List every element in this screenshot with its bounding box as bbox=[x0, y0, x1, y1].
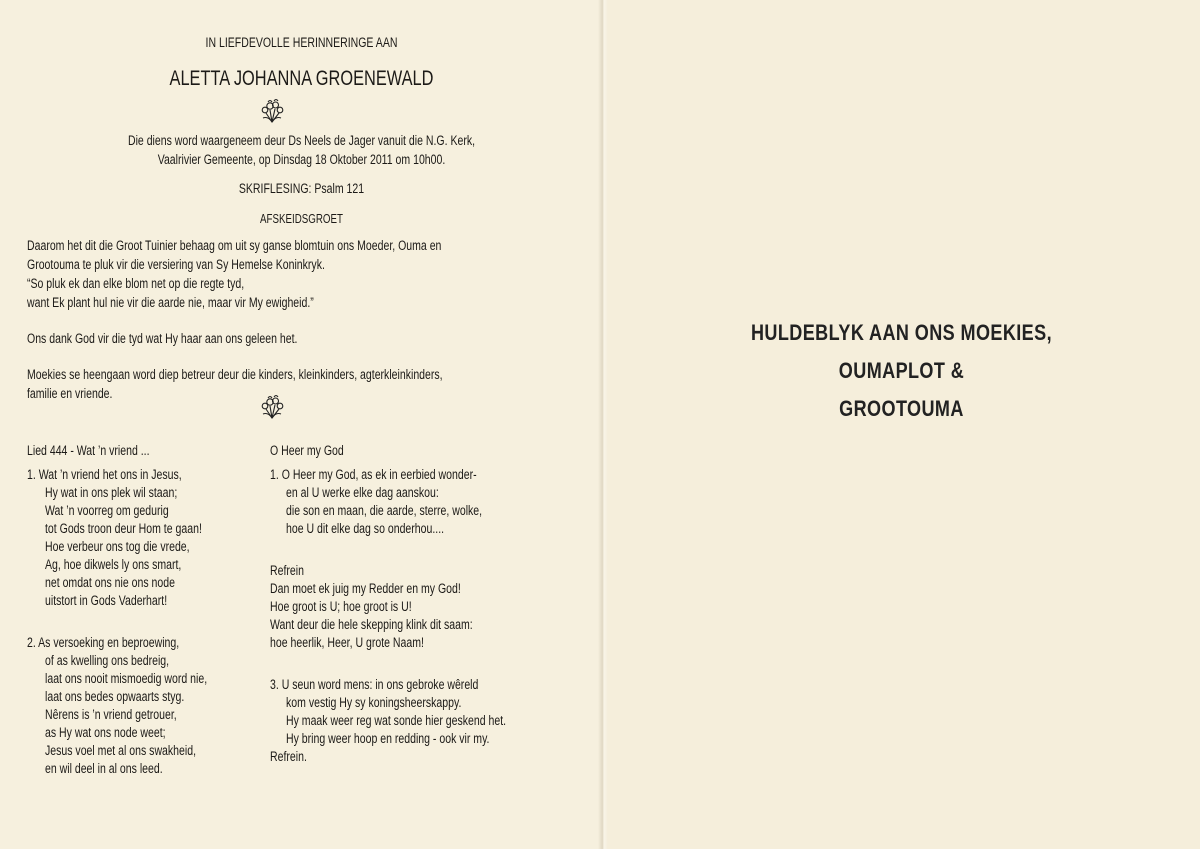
hymn2-verse3-line: kom vestig Hy sy koningsheerskappy. bbox=[286, 695, 462, 710]
refrain-line: Dan moet ek juig my Redder en my God! bbox=[270, 581, 461, 596]
flower-bouquet-icon bbox=[259, 94, 285, 124]
tribute-title bbox=[603, 314, 1200, 428]
hymn2-verse1-line: en al U werke elke dag aanskou: bbox=[286, 485, 439, 500]
hymn1-verse1-line: Hy wat in ons plek wil staan; bbox=[45, 485, 178, 500]
hymn1-verse1-line: uitstort in Gods Vaderhart! bbox=[45, 593, 168, 608]
farewell-line: want Ek plant hul nie vir die aarde nie, maar vir My ewigheid.” bbox=[27, 295, 314, 310]
hymn2-verse1-line: 1. O Heer my God, as ek in eerbied wonder- bbox=[270, 467, 477, 482]
hymn2-verse1-line: hoe U dit elke dag so onderhou.... bbox=[286, 521, 445, 536]
hymn1-verse1-line: net omdat ons nie ons node bbox=[45, 575, 175, 590]
flower-bouquet-icon bbox=[259, 390, 285, 420]
farewell-line: Grootouma te pluk vir die versiering van Sy Hemelse Koninkryk. bbox=[27, 257, 325, 272]
tribute-title-line: HULDEBLYK AAN ONS MOEKIES, bbox=[750, 320, 1052, 345]
hymn1-title: Lied 444 - Wat ’n vriend ... bbox=[27, 443, 150, 458]
right-page bbox=[603, 0, 1200, 849]
refrain-line: Hoe groot is U; hoe groot is U! bbox=[270, 599, 412, 614]
thanks-text: Ons dank God vir die tyd wat Hy haar aan ons geleen het. bbox=[27, 331, 298, 346]
refrain-line: hoe heerlik, Heer, U grote Naam! bbox=[270, 635, 424, 650]
tribute-title-line: GROOTOUMA bbox=[839, 396, 964, 421]
hymn2-verse1-line: die son en maan, die aarde, sterre, wolke, bbox=[286, 503, 483, 518]
page-fold bbox=[598, 0, 608, 849]
refrain-title: Refrein bbox=[270, 563, 304, 578]
service-line-2: Vaalrivier Gemeente, op Dinsdag 18 Oktober 2011 om 10h00. bbox=[157, 152, 446, 167]
mourn-line: Moekies se heengaan word diep betreur deur die kinders, kleinkinders, agterkleinkinders, bbox=[27, 367, 443, 382]
hymn1-verse2-line: laat ons bedes opwaarts styg. bbox=[45, 689, 185, 704]
hymn1-verse2-line: Jesus voel met al ons swakheid, bbox=[45, 743, 197, 758]
deceased-name: ALETTA JOHANNA GROENEWALD bbox=[169, 67, 434, 90]
tribute-title-line: OUMAPLOT & bbox=[838, 358, 965, 383]
scripture-reading: SKRIFLESING: Psalm 121 bbox=[238, 181, 365, 196]
farewell-line: Daarom het dit die Groot Tuinier behaag om uit sy ganse blomtuin ons Moeder, Ouma en bbox=[27, 238, 442, 253]
memorial-header: IN LIEFDEVOLLE HERINNERINGE AAN bbox=[205, 35, 398, 50]
hymn1-verse2-line: 2. As versoeking en beproewing, bbox=[27, 635, 180, 650]
farewell-line: “So pluk ek dan elke blom net op die regte tyd, bbox=[27, 276, 245, 291]
hymn1-verse2-line: as Hy wat ons node weet; bbox=[45, 725, 166, 740]
hymn2-title: O Heer my God bbox=[270, 443, 344, 458]
hymn1-verse1-line: Wat ’n voorreg om gedurig bbox=[45, 503, 169, 518]
hymn2-verse3-line: Refrein. bbox=[270, 749, 307, 764]
hymn1-verse2-line: of as kwelling ons bedreig, bbox=[45, 653, 170, 668]
hymn2-verse3-line: 3. U seun word mens: in ons gebroke wêreld bbox=[270, 677, 479, 692]
farewell-title: AFSKEIDSGROET bbox=[260, 212, 343, 226]
hymn2-verse3-line: Hy maak weer reg wat sonde hier geskend het. bbox=[286, 713, 507, 728]
mourn-line: familie en vriende. bbox=[27, 386, 113, 401]
service-line-1: Die diens word waargeneem deur Ds Neels de Jager vanuit die N.G. Kerk, bbox=[127, 133, 476, 148]
hymn1-verse2-line: laat ons nooit mismoedig word nie, bbox=[45, 671, 208, 686]
hymn1-verse2-line: Nêrens is ’n vriend getrouer, bbox=[45, 707, 177, 722]
hymn1-verse1-line: tot Gods troon deur Hom te gaan! bbox=[45, 521, 202, 536]
refrain-line: Want deur die hele skepping klink dit saam: bbox=[270, 617, 473, 632]
hymn1-verse1-line: Ag, hoe dikwels ly ons smart, bbox=[45, 557, 182, 572]
hymn1-verse1-line: Hoe verbeur ons tog die vrede, bbox=[45, 539, 190, 554]
hymn1-verse1-line: 1. Wat ’n vriend het ons in Jesus, bbox=[27, 467, 182, 482]
hymn1-verse2-line: en wil deel in al ons leed. bbox=[45, 761, 163, 776]
hymn2-verse3-line: Hy bring weer hoop en redding - ook vir my. bbox=[286, 731, 490, 746]
